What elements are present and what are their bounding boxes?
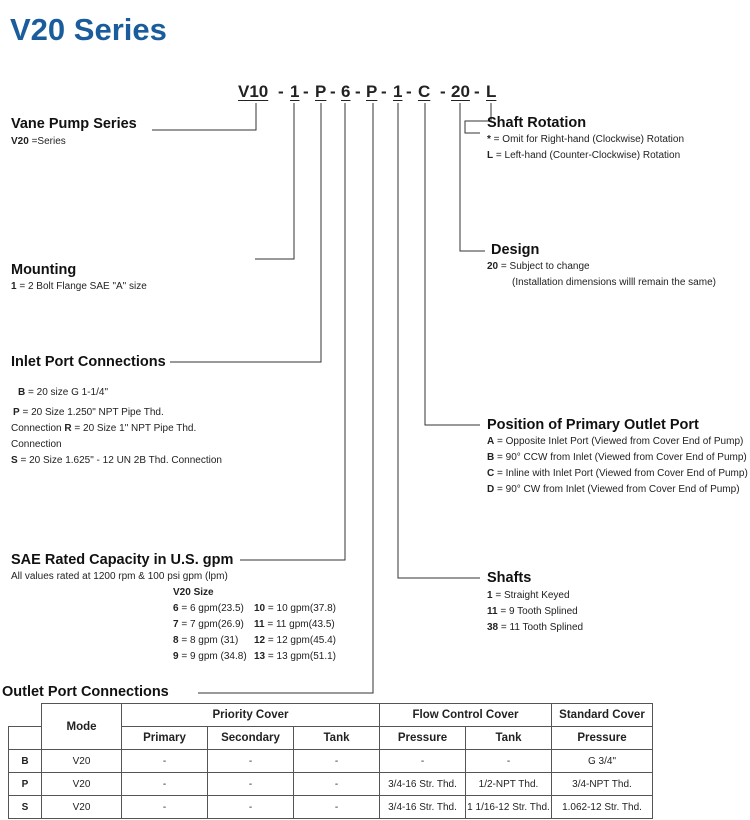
- sae-capacity-item: 11 = 11 gpm(43.5): [254, 619, 335, 630]
- group-header-standard: Standard Cover: [552, 704, 653, 727]
- shaft-rotation-heading: Shaft Rotation: [487, 115, 587, 131]
- table-cell: 1 1/16-12 Str. Thd.: [466, 796, 552, 819]
- table-cell: -: [208, 773, 294, 796]
- primary-outlet-line: D = 90° CW from Inlet (Viewed from Cover End of Pump): [487, 484, 740, 495]
- inlet-port-line: P = 20 Size 1.250" NPT Pipe Thd.: [13, 407, 164, 418]
- code-part-inlet: P: [315, 82, 327, 101]
- table-cell: 3/4-NPT Thd.: [552, 773, 653, 796]
- table-corner-cell: [9, 704, 42, 727]
- sae-capacity-item: 6 = 6 gpm(23.5): [173, 603, 244, 614]
- table-cell: V20: [42, 796, 122, 819]
- inlet-port-heading: Inlet Port Connections: [11, 354, 166, 370]
- code-separator: -: [355, 82, 361, 101]
- connector-mounting: [255, 103, 294, 259]
- vane-pump-series-line: V20 =Series: [11, 136, 66, 147]
- outlet-port-heading: Outlet Port Connections: [2, 684, 169, 700]
- code-part-position: C: [418, 82, 431, 101]
- sae-capacity-note: All values rated at 1200 rpm & 100 psi gpm (lpm): [11, 571, 228, 582]
- code-separator: -: [406, 82, 412, 101]
- table-row: [9, 773, 653, 796]
- mounting-line: 1 = 2 Bolt Flange SAE "A" size: [11, 281, 147, 292]
- inlet-port-line: B = 20 size G 1-1/4": [18, 387, 108, 398]
- table-cell: -: [208, 750, 294, 773]
- shafts-line: 11 = 9 Tooth Splined: [487, 606, 578, 617]
- sub-header: Tank: [466, 727, 552, 750]
- page-title: V20 Series: [10, 12, 167, 47]
- sae-capacity-item: 7 = 7 gpm(26.9): [173, 619, 244, 630]
- mode-header: Mode: [42, 704, 122, 750]
- code-separator: -: [474, 82, 480, 101]
- sub-header: Tank: [294, 727, 380, 750]
- table-blank-cell: [9, 727, 42, 750]
- table-cell: -: [294, 750, 380, 773]
- sae-size-label: V20 Size: [173, 587, 214, 598]
- sub-header: Primary: [122, 727, 208, 750]
- primary-outlet-line: C = Inline with Inlet Port (Viewed from Cover End of Pump): [487, 468, 748, 479]
- code-part-outlet: P: [366, 82, 378, 101]
- shafts-heading: Shafts: [487, 570, 532, 586]
- code-part-rotation: L: [486, 82, 497, 101]
- code-part-design: 20: [451, 82, 470, 101]
- code-part-shaft: 1: [393, 82, 403, 101]
- table-row: [9, 750, 653, 773]
- sae-capacity-item: 9 = 9 gpm (34.8): [173, 651, 247, 662]
- sub-header: Secondary: [208, 727, 294, 750]
- table-cell: -: [294, 796, 380, 819]
- shaft-rotation-line: * = Omit for Right-hand (Clockwise) Rotation: [487, 134, 685, 145]
- table-cell: -: [208, 796, 294, 819]
- connector-shafts: [398, 103, 480, 578]
- table-cell: V20: [42, 750, 122, 773]
- row-label: S: [9, 796, 42, 819]
- table-cell: -: [122, 796, 208, 819]
- sae-capacity-item: 13 = 13 gpm(51.1): [254, 651, 336, 662]
- connector-inlet: [170, 103, 321, 362]
- table-cell: 1.062-12 Str. Thd.: [552, 796, 653, 819]
- code-separator: -: [330, 82, 336, 101]
- group-header-flow-control: Flow Control Cover: [380, 704, 552, 727]
- row-label: P: [9, 773, 42, 796]
- code-part-capacity: 6: [341, 82, 351, 101]
- table-cell: 3/4-16 Str. Thd.: [380, 796, 466, 819]
- table-cell: 1/2-NPT Thd.: [466, 773, 552, 796]
- primary-outlet-line: B = 90° CCW from Inlet (Viewed from Cover End of Pump): [487, 452, 747, 463]
- inlet-port-line: Connection R = 20 Size 1" NPT Pipe Thd.: [11, 423, 197, 434]
- sae-capacity-item: 8 = 8 gpm (31): [173, 635, 239, 646]
- table-row: [9, 796, 653, 819]
- sub-header: Pressure: [552, 727, 653, 750]
- sub-header: Pressure: [380, 727, 466, 750]
- shafts-line: 1 = Straight Keyed: [487, 590, 570, 601]
- row-label: B: [9, 750, 42, 773]
- inlet-port-line: Connection: [11, 439, 62, 450]
- table-cell: -: [380, 750, 466, 773]
- table-header-row: [9, 704, 653, 727]
- connector-sae: [240, 103, 345, 560]
- code-separator: -: [303, 82, 309, 101]
- code-separator: -: [381, 82, 387, 101]
- table-cell: -: [122, 750, 208, 773]
- code-separator: -: [440, 82, 446, 101]
- inlet-port-line: S = 20 Size 1.625" - 12 UN 2B Thd. Connection: [11, 455, 222, 466]
- group-header-priority: Priority Cover: [122, 704, 380, 727]
- shaft-rotation-line: L = Left-hand (Counter-Clockwise) Rotation: [487, 150, 681, 161]
- design-line: 20 = Subject to change: [487, 261, 590, 272]
- table-cell: -: [122, 773, 208, 796]
- sae-capacity-item: 10 = 10 gpm(37.8): [254, 603, 336, 614]
- code-separator: -: [278, 82, 284, 101]
- outlet-port-table: [8, 703, 653, 819]
- design-note: (Installation dimensions willl remain the same): [512, 277, 716, 288]
- vane-pump-series-heading: Vane Pump Series: [11, 116, 137, 132]
- connector-primary-outlet: [425, 103, 480, 425]
- sae-capacity-heading: SAE Rated Capacity in U.S. gpm: [11, 552, 234, 568]
- primary-outlet-line: A = Opposite Inlet Port (Viewed from Cover End of Pump): [487, 436, 744, 447]
- code-part-mounting: 1: [290, 82, 300, 101]
- table-cell: G 3/4": [552, 750, 653, 773]
- connector-design: [460, 103, 485, 251]
- shafts-line: 38 = 11 Tooth Splined: [487, 622, 584, 633]
- mounting-heading: Mounting: [11, 262, 77, 278]
- primary-outlet-heading: Position of Primary Outlet Port: [487, 417, 699, 433]
- table-cell: -: [466, 750, 552, 773]
- connector-vane-pump: [152, 103, 256, 130]
- table-cell: V20: [42, 773, 122, 796]
- design-heading: Design: [491, 242, 540, 258]
- table-cell: 3/4-16 Str. Thd.: [380, 773, 466, 796]
- table-cell: -: [294, 773, 380, 796]
- code-part-series: V10: [238, 82, 269, 101]
- sae-capacity-item: 12 = 12 gpm(45.4): [254, 635, 336, 646]
